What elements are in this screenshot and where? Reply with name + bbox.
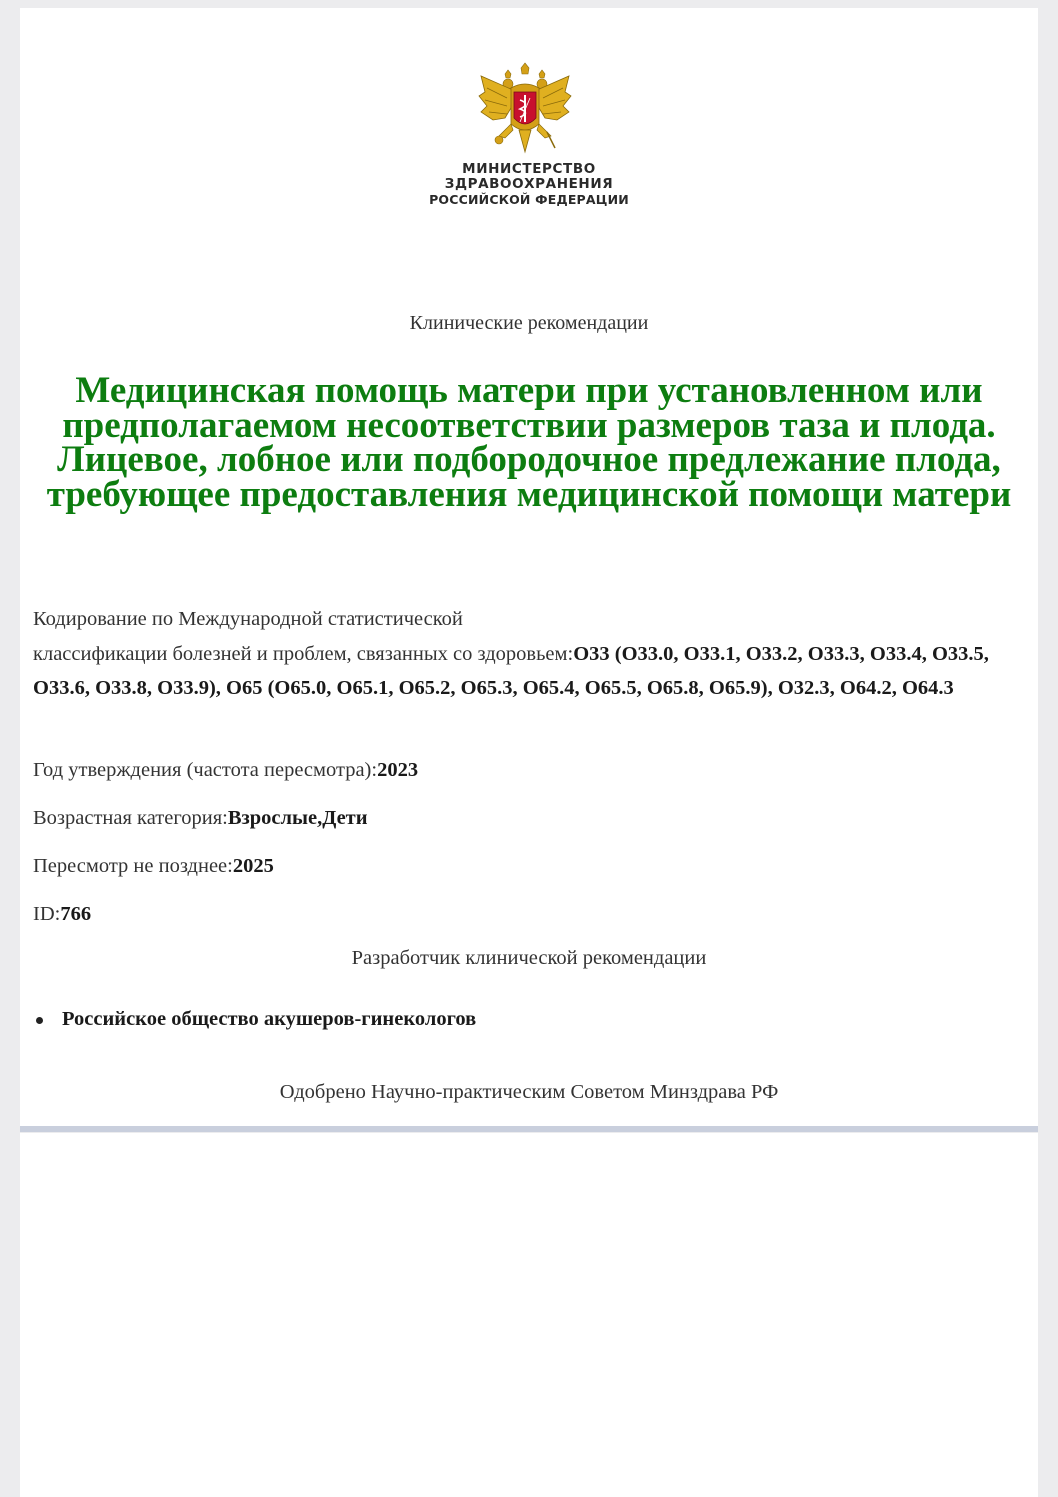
review-deadline-value: 2025 <box>232 855 274 877</box>
document-title: Медицинская помощь матери при установленном или предполагаемом несоответствии размеров таза и плода. Лицевое, лобное или подбородочное предлежание плода, требующее предоставления медицинской помощи матери <box>46 370 1012 515</box>
double-headed-eagle-emblem-icon <box>475 62 575 158</box>
approval-year-value: 2023 <box>377 759 419 781</box>
document-id-label: ID: <box>33 903 61 925</box>
icd-label-line-2: классификации болезней и проблем, связанных со здоровьем: <box>33 642 574 665</box>
icd-coding-field <box>33 602 1023 706</box>
icd-label-line-1: Кодирование по Международной статистической <box>33 608 463 630</box>
document-id-field <box>33 897 91 932</box>
approval-year-field <box>33 753 418 788</box>
approval-year-label: Год утверждения (частота пересмотра): <box>33 759 378 781</box>
ministry-logo-text <box>380 162 678 207</box>
age-category-value: Взрослые,Дети <box>227 807 368 829</box>
list-item <box>36 1008 476 1031</box>
ministry-line-3: РОССИЙСКОЙ ФЕДЕРАЦИИ <box>429 192 629 207</box>
icd-codes-value: O33 (O33.0, O33.1, O33.2, O33.3, O33.4, O33.5, O33.6, O33.8, O33.9), O65 (O65.0, O65.1, O65.2, O65.3, O65.4, O65.5, O65.8, O65.9), O32.3, O64.2, O64.3 <box>33 642 989 699</box>
developer-name: Российское общество акушеров-гинекологов <box>62 1008 477 1030</box>
ministry-line-1: МИНИСТЕРСТВО <box>462 161 596 177</box>
review-deadline-field <box>33 849 274 884</box>
review-deadline-label: Пересмотр не позднее: <box>33 855 233 877</box>
document-id-value: 766 <box>60 903 92 925</box>
next-page <box>20 1133 1038 1497</box>
age-category-label: Возрастная категория: <box>33 807 228 829</box>
bullet-icon <box>36 1017 43 1024</box>
page-divider <box>20 1126 1038 1132</box>
developer-list <box>36 1008 476 1031</box>
ministry-line-2: ЗДРАВООХРАНЕНИЯ <box>444 176 614 192</box>
age-category-field <box>33 801 368 836</box>
developer-heading: Разработчик клинической рекомендации <box>351 947 707 969</box>
document-type: Клинические рекомендации <box>409 312 649 334</box>
approval-note: Одобрено Научно-практическим Советом Минздрава РФ <box>279 1081 779 1103</box>
